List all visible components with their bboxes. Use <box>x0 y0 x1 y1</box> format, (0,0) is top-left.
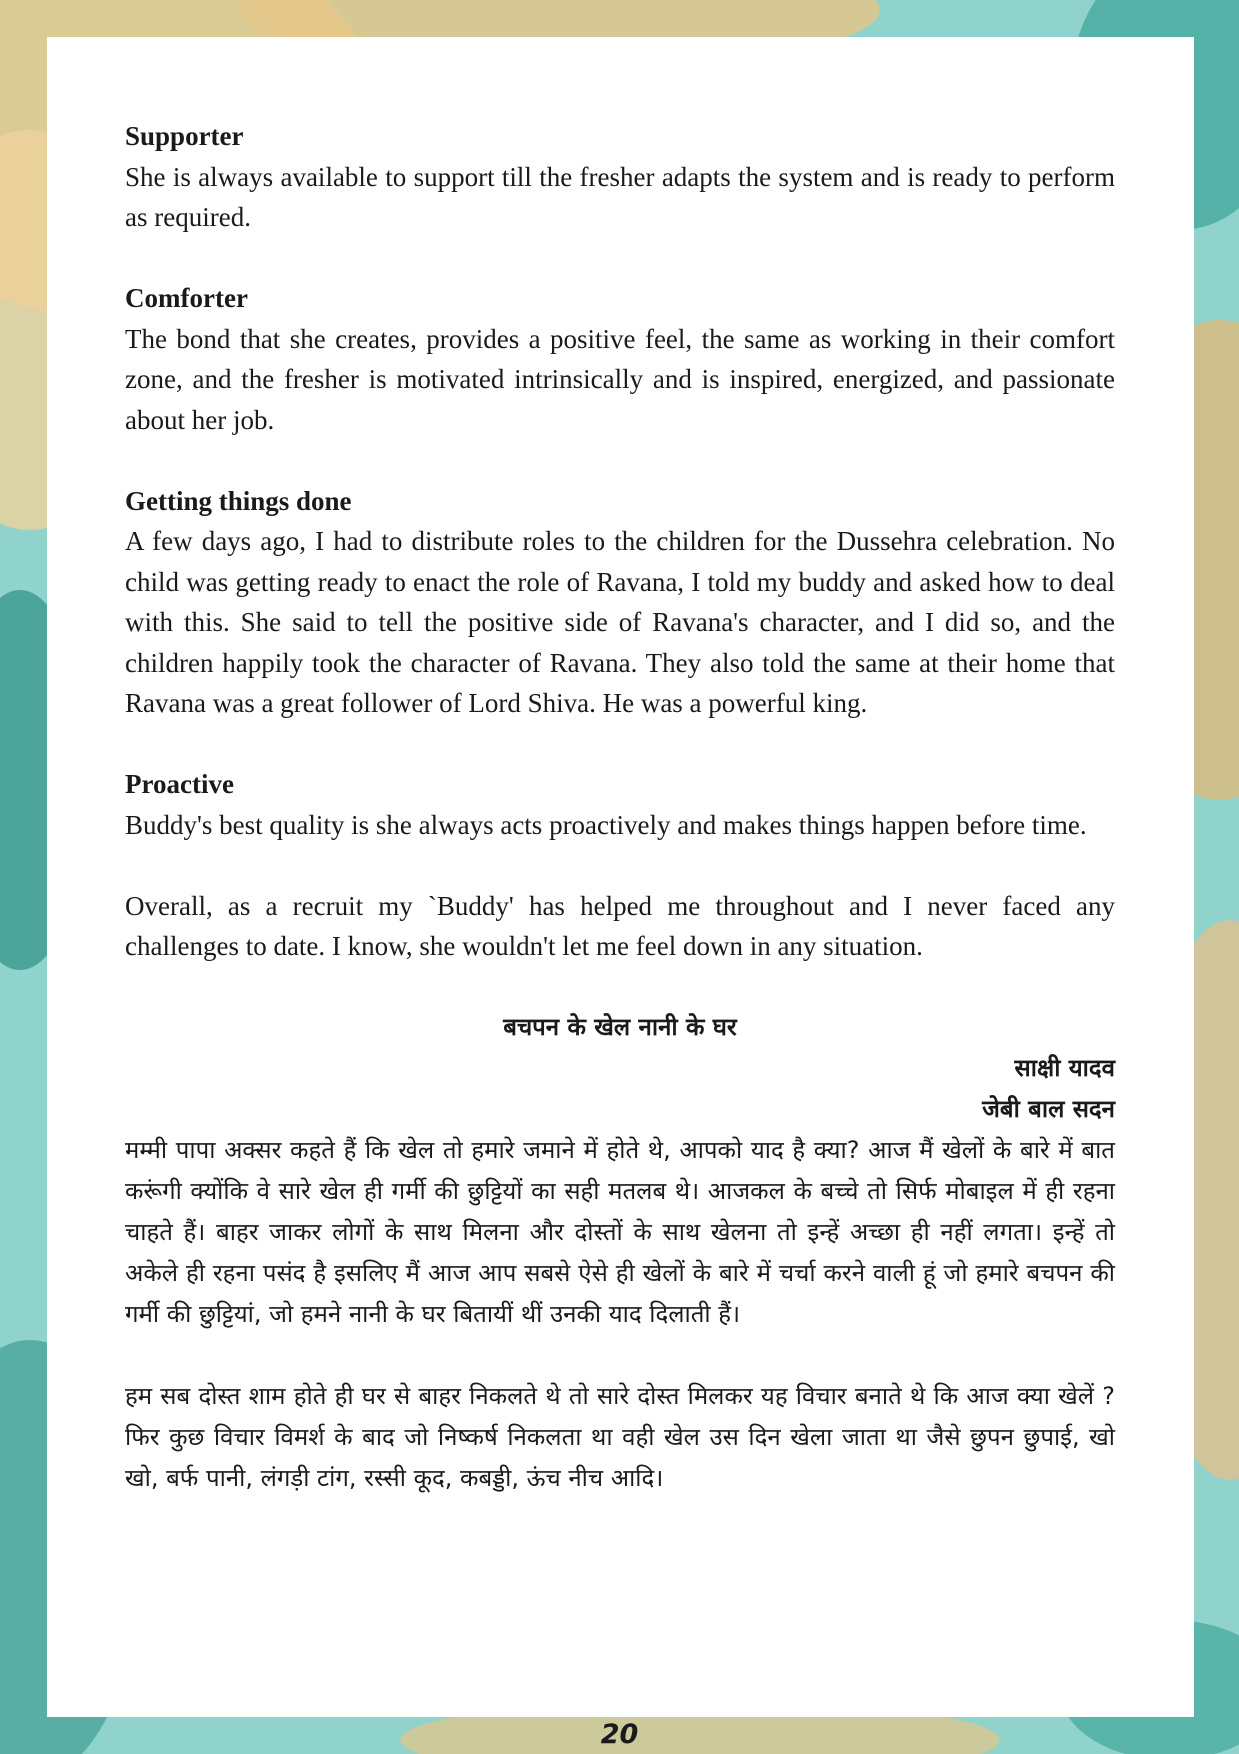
section-heading-proactive: Proactive <box>125 769 234 799</box>
section-body-supporter: She is always available to support till the fresher adapts the system and is ready to perform as required. <box>125 161 1115 232</box>
hindi-paragraph-1: मम्मी पापा अक्सर कहते हैं कि खेल तो हमारे जमाने में होते थे, आपको याद है क्या? आज मैं खेलों के बारे में बात करूंगी क्योंकि वे सारे खेल ही गर्मी की छुट्टियों का सही मतलब थे। आजकल के बच्चे तो सिर्फ मोबाइल में ही रहना चाहते हैं। बाहर जाकर लोगों के साथ मिलना और दोस्तों के साथ खेलना तो इन्हें अच्छा ही नहीं लगता। इन्हें तो अकेले ही रहना पसंद है इसलिए मैं आज आप सबसे ऐसे ही खेलों के बारे में चर्चा करने वाली हूं जो हमारे बचपन की गर्मी की छुट्टियां, जो हमने नानी के घर बितायीं थीं उनकी याद दिलाती हैं। <box>125 1136 1115 1328</box>
section-body-proactive: Buddy's best quality is she always acts proactively and makes things happen before time. <box>125 809 1087 840</box>
section-heading-supporter: Supporter <box>125 121 244 151</box>
section-body-comforter: The bond that she creates, provides a positive feel, the same as working in their comfort zone, and the fresher is motivated intrinsically and is inspired, energized, and passionate about her job. <box>125 323 1115 435</box>
document-content <box>125 116 1115 1539</box>
hindi-article-title: बचपन के खेल नानी के घर <box>503 1013 737 1041</box>
section-heading-getting-things-done: Getting things done <box>125 485 352 516</box>
hindi-article-author: साक्षी यादव <box>1014 1054 1115 1082</box>
section-heading-comforter: Comforter <box>125 283 248 313</box>
hindi-article-school: जेबी बाल सदन <box>982 1095 1115 1123</box>
page-number: 20 <box>600 1719 639 1750</box>
section-body-getting-things-done: A few days ago, I had to distribute roles to the children for the Dussehra celebration. No child was getting ready to enact the role of Ravana, I told my buddy and asked how to deal with this. She said to tell the positive side of Ravana's character, and I did so, and the children happily took the character of Ravana. They also told the same at their home that Ravana was a great follower of Lord Shiva. He was a powerful king. <box>125 526 1115 718</box>
overall-paragraph: Overall, as a recruit my `Buddy' has helped me throughout and I never faced any challenges to date. I know, she wouldn't let me feel down in any situation. <box>125 890 1115 961</box>
hindi-paragraph-2: हम सब दोस्त शाम होते ही घर से बाहर निकलते थे तो सारे दोस्त मिलकर यह विचार बनाते थे कि आज क्या खेलें ? फिर कुछ विचार विमर्श के बाद जो निष्कर्ष निकलता था वही खेल उस दिन खेला जाता था जैसे छुपन छुपाई, खो खो, बर्फ पानी, लंगड़ी टांग, रस्सी कूद, कबड्डी, ऊंच नीच आदि। <box>125 1381 1115 1492</box>
